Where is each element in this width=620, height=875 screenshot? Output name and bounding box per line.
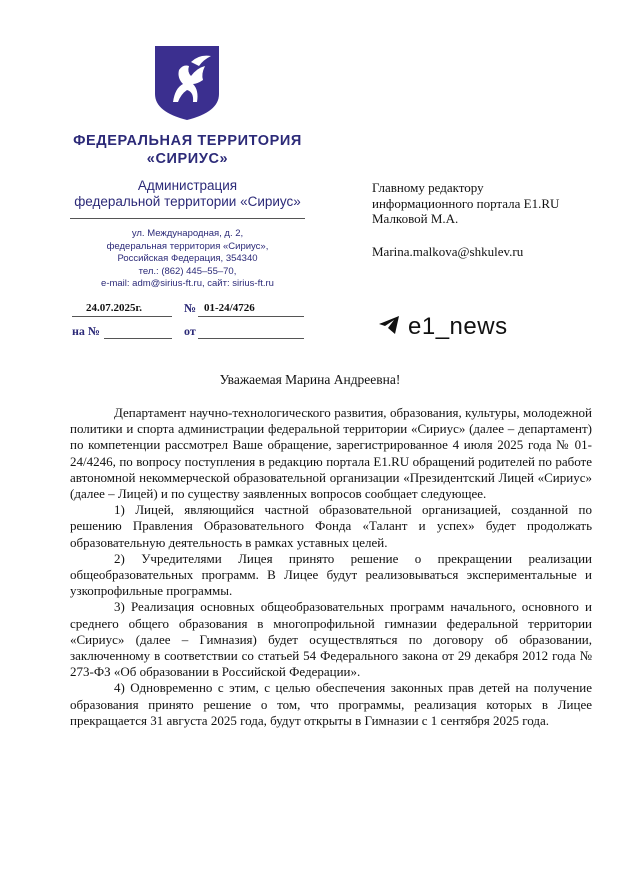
letterhead-divider xyxy=(70,218,305,219)
paragraph: 1) Лицей, являющийся частной образовательной организацией, созданной по решению Правления Образовательного Фонда «Талант и успех» будет продолжать образовательную деятельность в рамках уставных целей. xyxy=(70,502,592,550)
letter-body xyxy=(70,405,592,729)
address-line: федеральная территория «Сириус», xyxy=(106,240,269,252)
recipient-line: Главному редактору xyxy=(372,180,484,195)
paragraph: Департамент научно-технологического развития, образования, культуры, молодежной политики и спорта администрации федеральной территории «Сириус» (далее – департамент) по компетенции рассмотрел Ваше обращение, зарегистрированное 4 июля 2025 года № 01-24/4246, по вопросу поступления в редакцию портала E1.RU обращений родителей по работе автономной некоммерческой образовательной организации «Президентский Лицей «Сириус» (далее – Лицей) и по существу заявленных вопросов сообщает следующее. xyxy=(70,405,592,502)
number-value: 01-24/4726 xyxy=(204,302,255,314)
admin-line1: Администрация xyxy=(137,178,238,193)
paragraph: 2) Учредителями Лицея принято решение о прекращении реализации общеобразовательных программ. В Лицее будут реализовываться экспериментальные и узкопрофильные программы. xyxy=(70,550,592,599)
sirius-logo xyxy=(153,44,221,122)
address-line: e-mail: adm@sirius-ft.ru, сайт: sirius-ft.ru xyxy=(101,278,274,289)
from-label: от xyxy=(184,324,196,338)
paragraph: 3) Реализация основных общеобразовательных программ начального, основного и среднего общего образования в многопрофильной гимназии федеральной территории «Сириус» (далее – Гимназия) будет осуществляться по договору об образовании, заключенному в соответствии со статьей 54 Федерального закона от 29 декабря 2012 года № 273-ФЗ «Об образовании в Российской Федерации». xyxy=(70,599,592,680)
address-line: Российская Федерация, 354340 xyxy=(117,253,258,264)
date-underline xyxy=(72,316,172,317)
telegram-icon xyxy=(378,315,400,340)
greeting: Уважаемая Марина Андреевна! xyxy=(219,372,401,387)
number-label: № xyxy=(184,301,197,315)
paragraph: 4) Одновременно с этим, с целью обеспечения законных прав детей на получение образования принято решение о том, что программы, реализация которых в Лицее прекращается 31 августа 2025 года, будут открыты в Гимназии с 1 сентября 2025 года. xyxy=(70,680,592,728)
address-line: тел.: (862) 445–55–70, xyxy=(138,265,237,277)
admin-line2: федеральной территории «Сириус» xyxy=(74,194,301,209)
date-value: 24.07.2025г. xyxy=(86,302,143,314)
ref-underline xyxy=(104,338,172,339)
address-line: ул. Международная, д. 2, xyxy=(131,228,244,239)
watermark-text: e1_news xyxy=(408,313,508,340)
recipient-line: информационного портала E1.RU xyxy=(372,195,560,211)
org-name-line2: «СИРИУС» xyxy=(146,151,229,167)
from-underline xyxy=(198,338,304,339)
recipient-email: Marina.malkova@shkulev.ru xyxy=(372,244,524,259)
ref-label: на № xyxy=(72,324,100,338)
org-name-line1: ФЕДЕРАЛЬНАЯ ТЕРРИТОРИЯ xyxy=(73,133,302,149)
telegram-watermark xyxy=(378,313,508,341)
number-underline xyxy=(198,316,304,317)
recipient-line: Малковой М.А. xyxy=(372,211,459,226)
